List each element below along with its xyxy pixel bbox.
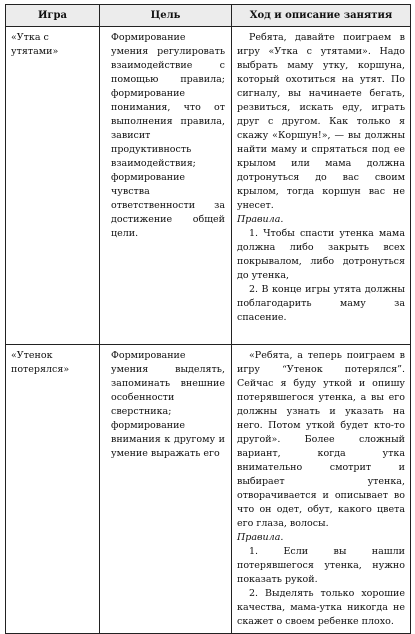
rules-heading: Правила. [237,532,284,543]
table-row [6,27,411,345]
goal-cell [100,27,232,345]
rule-1: 1. Если вы нашли потерявшегося утенка, нужно показать рукой. [237,546,405,585]
goal-cell [100,345,232,634]
game-name: «Утка с утятами» [11,32,59,57]
table-header-row [6,5,411,27]
description-cell [232,27,411,345]
game-name: «Утенок потерялся» [11,350,70,375]
rule-1: 1. Чтобы спасти утенка мама должна либо закрыть всех покрывалом, либо дотронуться до утенка, [237,228,405,281]
header-goal: Цель [100,5,232,27]
header-game: Игра [6,5,100,27]
description-intro: «Ребята, а теперь поиграем в игру “Утенок потерялся”. Сейчас я буду уткой и опишу потерявшегося утенка, а вы его должны узнать и указать на него. Потом уткой будет кто-то другой». Более сложный вариант, когда утка внимательно смотрит и выбирает утенка, отворачивается и описывает во что он одет, обут, какого цвета его глаза, волосы. [237,350,405,529]
rule-2: 2. В конце игры утята должны поблагодарить маму за спасение. [237,284,405,323]
rules-heading: Правила. [237,214,284,225]
rule-2: 2. Выделять только хорошие качества, мама-утка никогда не скажет о своем ребенке плохо. [237,588,405,627]
description-intro: Ребята, давайте поиграем в игру «Утка с утятами». Надо выбрать маму утку, коршуна, который охотиться на утят. По сигналу, вы начинаете бегать, резвиться, искать еду, играть друг с другом. Как только я скажу «Коршун!», — вы должны найти маму и спрятаться под ее крылом или мама должна дотронуться до вас своим крылом, тогда коршун вас не унесет. [237,32,405,211]
header-description: Ход и описание занятия [232,5,411,27]
game-cell [6,345,100,634]
table-row [6,345,411,634]
goal-text: Формирование умения выделять, запоминать внешние особенности сверстника; формирование внимания к другому и умение выражать его [111,350,225,459]
games-table [5,4,411,634]
goal-text: Формирование умения регулировать взаимодействие с помощью правила; формирование понимания, что от выполнения правила, зависит продуктивность взаимодействия; формирование чувства ответственности за достижение общей цели. [111,32,225,239]
description-cell [232,345,411,634]
game-cell [6,27,100,345]
